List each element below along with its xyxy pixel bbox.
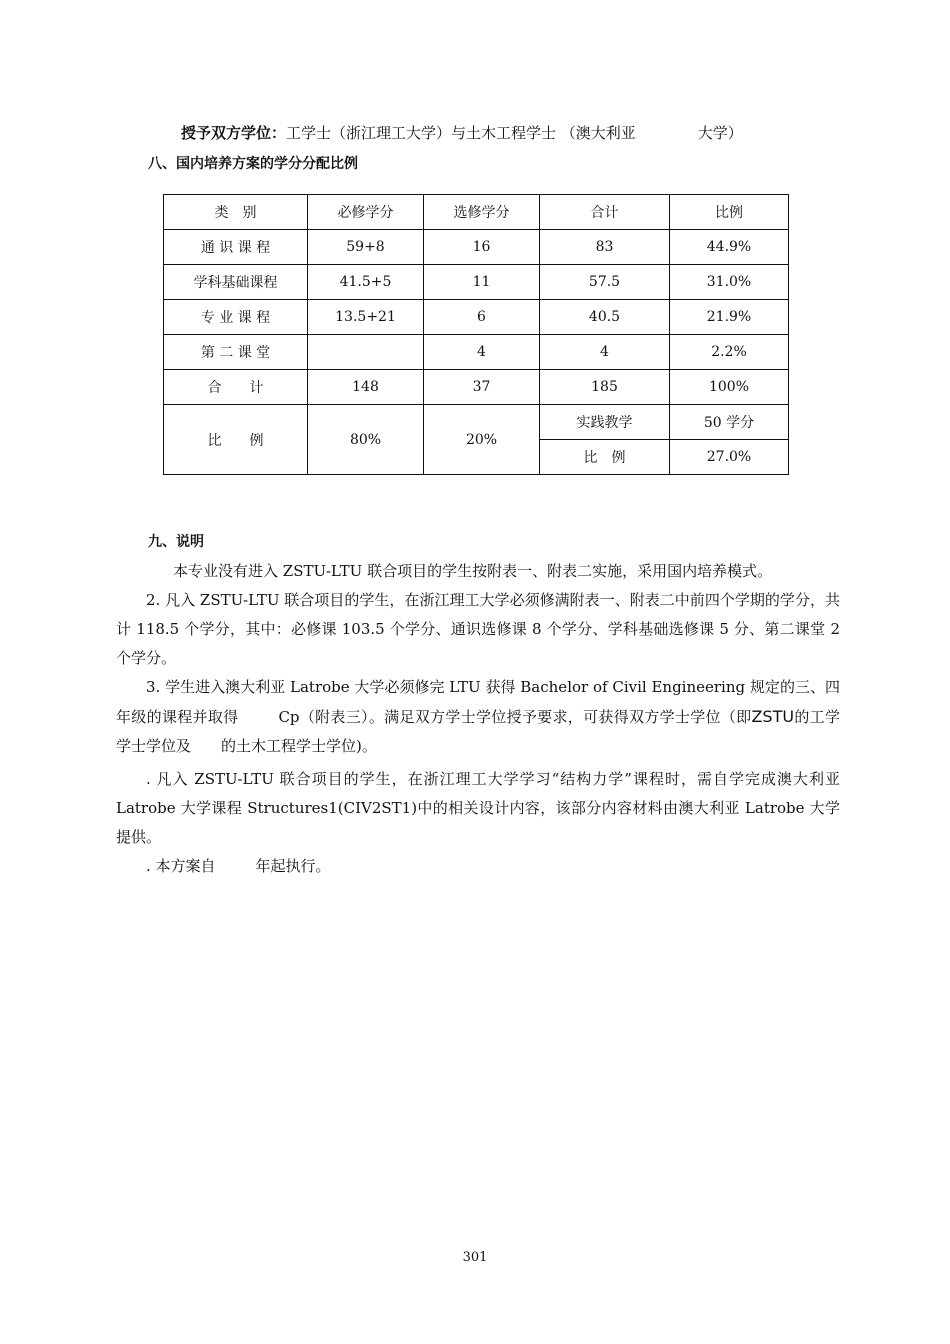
- table-header-row: [164, 195, 789, 230]
- table-cell: 59+8: [308, 230, 424, 265]
- table-cell: 4: [540, 335, 670, 370]
- note-3-text: 3. 学生进入澳大利亚 Latrobe 大学必须修完 LTU 获得 Bachelor of Civil Engineering 规定的三、四年级的课程并取得: [116, 678, 840, 726]
- note-5-text: . 本方案自: [146, 857, 216, 875]
- note-4: . 凡入 ZSTU-LTU 联合项目的学生，在浙江理工大学学习“结构力学”课程时，需自学完成澳大利亚 Latrobe 大学课程 Structures1(CIV2ST1)中的相关设计内容，该部分内容材料由澳大利亚 Latrobe 大学提供。: [116, 770, 840, 846]
- table-row: [164, 335, 789, 370]
- table-cell: 16: [424, 230, 540, 265]
- table-cell: 第 二 课 堂: [164, 335, 308, 370]
- table-cell: 6: [424, 300, 540, 335]
- table-cell: [308, 335, 424, 370]
- table-row: [164, 300, 789, 335]
- table-cell: 37: [424, 370, 540, 405]
- ratio-label: 比 例: [164, 405, 308, 475]
- practice-label: 实践教学: [540, 405, 670, 440]
- page-number: 301: [462, 1250, 488, 1265]
- degree-line: [181, 122, 743, 143]
- section-8-title: 八、国内培养方案的学分分配比例: [148, 156, 358, 172]
- table-row-ratio: [164, 405, 789, 440]
- practice-value: 50 学分: [670, 405, 789, 440]
- table-cell: 57.5: [540, 265, 670, 300]
- table-cell: 31.0%: [670, 265, 789, 300]
- table-cell: 11: [424, 265, 540, 300]
- table-cell: 13.5+21: [308, 300, 424, 335]
- table-cell: 44.9%: [670, 230, 789, 265]
- table-header: 必修学分: [308, 195, 424, 230]
- table-row-total: [164, 370, 789, 405]
- table-cell: 通 识 课 程: [164, 230, 308, 265]
- note-3-text-e: 的土木工程学士学位)。: [221, 737, 377, 755]
- table-header: 比例: [670, 195, 789, 230]
- table-cell: 185: [540, 370, 670, 405]
- table-cell: 40.5: [540, 300, 670, 335]
- table-header: 合计: [540, 195, 670, 230]
- table-cell: 41.5+5: [308, 265, 424, 300]
- table-cell: 合 计: [164, 370, 308, 405]
- table-row: [164, 230, 789, 265]
- note-5-text-b: 年起执行。: [255, 857, 331, 875]
- ratio-elective: 20%: [424, 405, 540, 475]
- degree-text: 工学士（浙江理工大学）与土木工程学士 （澳大利亚: [286, 124, 636, 142]
- note-1: 本专业没有进入 ZSTU-LTU 联合项目的学生按附表一、附表二实施，采用国内培养模式。: [173, 562, 773, 580]
- table-cell: 2.2%: [670, 335, 789, 370]
- degree-label: 授予双方学位：: [181, 124, 287, 142]
- table-cell: 学科基础课程: [164, 265, 308, 300]
- table-cell: 100%: [670, 370, 789, 405]
- note-3: [116, 673, 840, 761]
- table-cell: 21.9%: [670, 300, 789, 335]
- note-2: 2. 凡入 ZSTU-LTU 联合项目的学生，在浙江理工大学必须修满附表一、附表二中前四个学期的学分，共计 118.5 个学分，其中：必修课 103.5 个学分、通识选修课 8 个学分、学科基础选修课 5 分、第二课堂 2 个学分。: [116, 591, 840, 667]
- note-5: [116, 852, 840, 881]
- ratio-required: 80%: [308, 405, 424, 475]
- degree-text-end: 大学）: [697, 124, 743, 142]
- table-row: [164, 265, 789, 300]
- table-cell: 专 业 课 程: [164, 300, 308, 335]
- table-cell: 148: [308, 370, 424, 405]
- credit-table: [163, 194, 789, 475]
- practice-ratio-label: 比 例: [540, 440, 670, 475]
- note-3-text-b: Cp（附表三）。满足双方学士学位授予要求，可获得双方学士学位（即: [278, 708, 752, 726]
- table-header: 选修学分: [424, 195, 540, 230]
- practice-ratio-value: 27.0%: [670, 440, 789, 475]
- notes: [116, 557, 840, 881]
- note-3-zstu: ZSTU: [751, 707, 795, 726]
- table-cell: 83: [540, 230, 670, 265]
- note-3-text-d: 的工学学士学位及: [116, 708, 840, 755]
- table-cell: 4: [424, 335, 540, 370]
- section-9-title: 九、说明: [148, 534, 204, 550]
- table-header: 类 别: [164, 195, 308, 230]
